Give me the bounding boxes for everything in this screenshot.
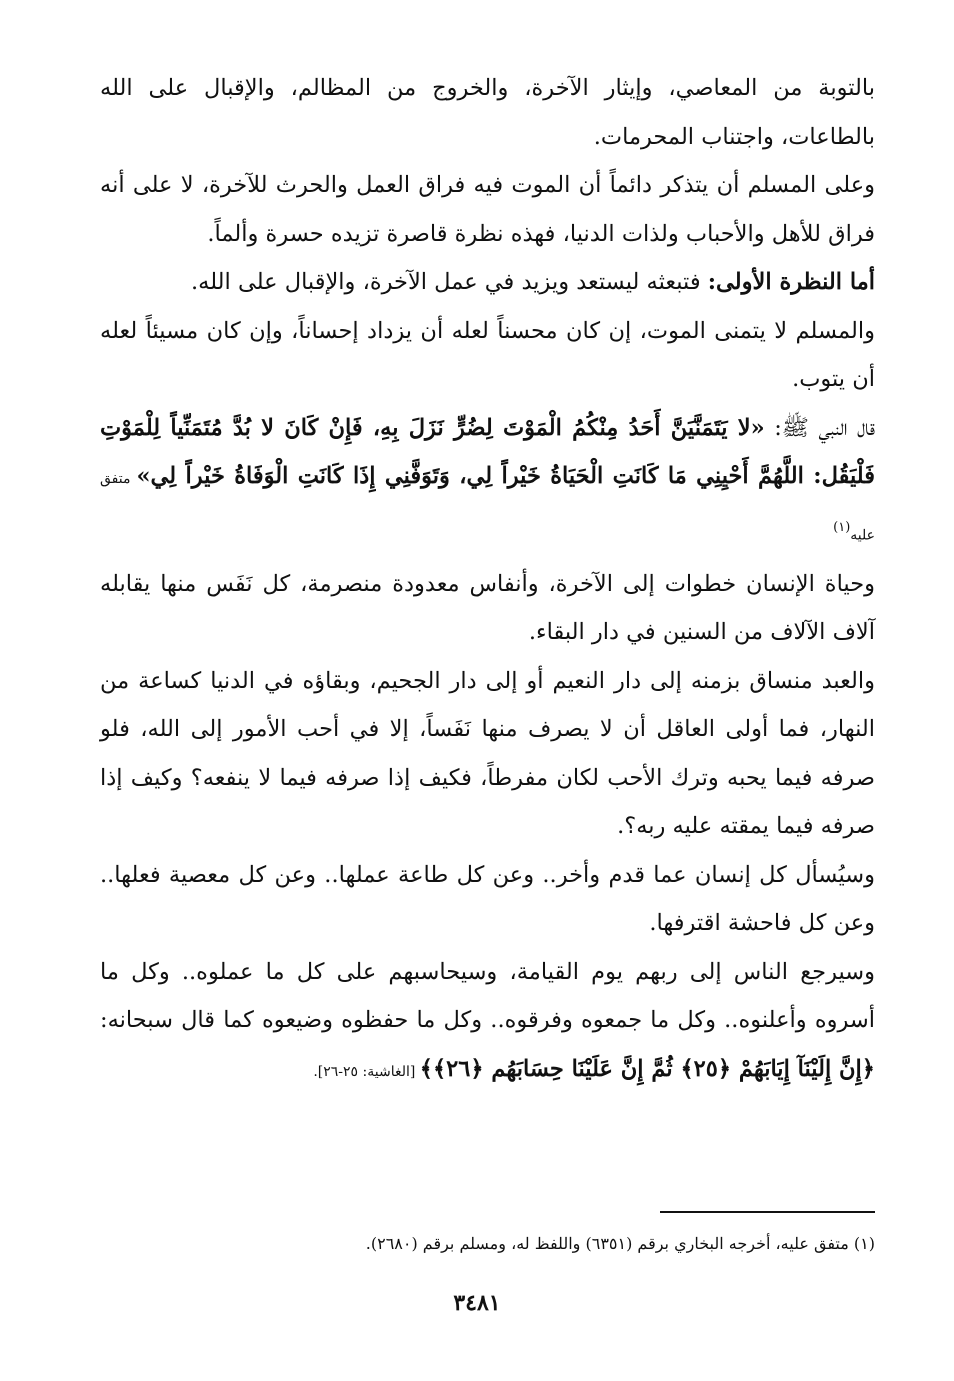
paragraph-7: والعبد منساق بزمنه إلى دار النعيم أو إلى دار الجحيم، وبقاؤه في الدنيا كساعة من النهار، فما أولى العاقل أن لا يصرف منها نَفَساً، إلا في أحب الأمور إلى الله، فلو صرفه فيما يحبه وترك الأحب لكان مفرطاً، فكيف إذا صرفه فيما لا ينفعه؟ وكيف إذا صرفه فيما يمقته عليه ربه؟.	[100, 667, 875, 839]
page-body	[100, 64, 875, 1096]
paragraph-3-text: فتبعثه ليستعد ويزيد في عمل الآخرة، والإقبال على الله.	[191, 269, 708, 295]
page-number: ٣٤٨١	[453, 1290, 501, 1316]
footnote-reference: (١)	[833, 519, 851, 535]
paragraph-6: وحياة الإنسان خطوات إلى الآخرة، وأنفاس معدودة منصرمة، كل نَفَس منها يقابله آلاف الآلاف من السنين في دار البقاء.	[100, 570, 875, 645]
paragraph-3	[100, 258, 875, 307]
paragraph-4: والمسلم لا يتمنى الموت، إن كان محسناً لعله أن يزداد إحساناً، وإن كان مسيئاً لعله أن يتوب.	[100, 317, 875, 392]
main-text	[100, 64, 875, 1096]
quran-verse: ﴿إِنَّ إِلَيْنَآ إِيَابَهُمْ ﴿٢٥﴾ ثُمَّ إِنَّ عَلَيْنَا حِسَابَهُم ﴿٢٦﴾﴾	[419, 1055, 875, 1082]
paragraph-2: وعلى المسلم أن يتذكر دائماً أن الموت فيه فراق العمل والحرث للآخرة، لا على أنه فراق للأهل والأحباب ولذات الدنيا، فهذه نظرة قاصرة تزيده حسرة وألماً.	[100, 172, 875, 247]
hadith-text: «لا يَتَمَنَّيَنَّ أَحَدُ مِنْكُمُ الْمَوْتَ لِضُرٍّ نَزَلَ بِهِ، فَإِنْ كَانَ لا بُدَّ مُتَمَنِّياً لِلْمَوْتِ فَلْيَقُل: اللَّهُمَّ أَحْيِنِي مَا كَانَتِ الْحَيَاةُ خَيْراً لِي، وَتَوَفَّنِي إِذَا كَانَتِ الْوَفَاةُ خَيْراً لِي»	[100, 414, 875, 489]
footnote-divider	[660, 1211, 875, 1213]
footnote: (١) متفق عليه، أخرجه البخاري برقم (٦٣٥١) واللفظ له، ومسلم برقم (٢٦٨٠).	[365, 1234, 875, 1253]
hadith-source: متفق عليه	[100, 471, 875, 543]
paragraph-3-lead: أما النظرة الأولى:	[707, 269, 875, 295]
hadith-intro: قال النبي ﷺ:	[764, 414, 875, 441]
paragraph-9-text: وسيرجع الناس إلى ربهم يوم القيامة، وسيحاسبهم على كل ما عملوه.. وكل ما أسروه وأعلنوه.. وكل ما جمعوه وفرقوه.. وكل ما حفظوه وضيعوه كما قال سبحانه:	[100, 958, 875, 1033]
paragraph-9	[100, 948, 875, 1097]
verse-reference: [الغاشية: ٢٥-٢٦].	[313, 1063, 420, 1080]
paragraph-8: وسيُسأل كل إنسان عما قدم وأخر.. وعن كل طاعة عملها.. وعن كل معصية فعلها.. وعن كل فاحشة اقترفها.	[100, 861, 875, 936]
paragraph-5	[100, 404, 875, 560]
paragraph-1: بالتوبة من المعاصي، وإيثار الآخرة، والخروج من المظالم، والإقبال على الله بالطاعات، واجتناب المحرمات.	[100, 75, 875, 150]
